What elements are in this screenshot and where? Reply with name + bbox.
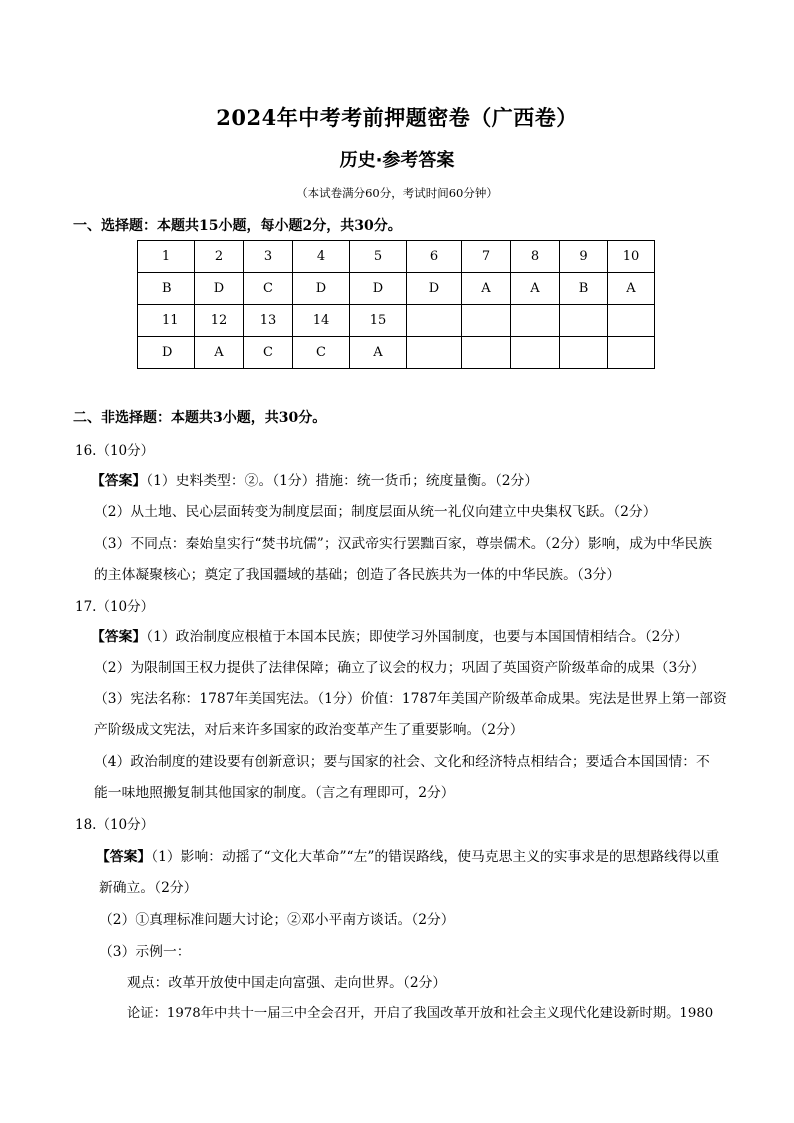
q16-answer-3a: （3）不同点：秦始皇实行“焚书坑儒”；汉武帝实行罢黜百家，尊崇儒术。（2分）影响，成为中华民族 (94, 536, 713, 552)
table-cell: D (195, 273, 244, 305)
table-cell: 5 (350, 241, 407, 273)
q18-viewpoint: 观点：改革开放使中国走向富强、走向世界。（2分） (127, 975, 447, 991)
table-cell: 7 (462, 241, 511, 273)
table-cell (462, 305, 511, 337)
q17-answer-4a: （4）政治制度的建设要有创新意识；要与国家的社会、文化和经济特点相结合；要适合本国国情：不 (94, 754, 710, 770)
question-18-number: 18.（10分） (75, 817, 155, 833)
answer-text: （1）影响：动摇了“文化大革命”“左”的错误路线，使马克思主义的实事求是的思想路线得以重 (151, 849, 720, 865)
answer-text: （1）史料类型：②。（1分）措施：统一货币；统度量衡。（2分） (146, 473, 539, 489)
table-cell: C (244, 337, 293, 369)
page-title: 2024年中考考前押题密卷（广西卷） (216, 105, 578, 130)
table-row (138, 305, 655, 337)
q17-answer-1 (91, 625, 688, 645)
table-cell: C (244, 273, 293, 305)
question-17-number: 17.（10分） (75, 599, 155, 615)
table-cell: D (350, 273, 407, 305)
q18-answer-3: （3）示例一： (99, 944, 191, 960)
table-row (138, 273, 655, 305)
q16-answer-1 (91, 469, 538, 489)
table-row (138, 337, 655, 369)
table-cell (560, 305, 608, 337)
section2-heading: 二、非选择题：本题共3小题，共30分。 (73, 410, 327, 426)
table-cell: 10 (608, 241, 655, 273)
table-cell (511, 305, 560, 337)
table-cell (511, 337, 560, 369)
table-cell: B (560, 273, 608, 305)
table-cell: A (608, 273, 655, 305)
answer-tag: 【答案】 (91, 629, 147, 645)
question-16-number: 16.（10分） (75, 443, 155, 459)
q18-answer-1a (96, 845, 719, 865)
answer-tag: 【答案】 (91, 473, 147, 489)
table-cell: 6 (407, 241, 462, 273)
answer-tag: 【答案】 (96, 849, 152, 865)
table-cell: A (195, 337, 244, 369)
table-cell: D (407, 273, 462, 305)
page-subtitle: 历史·参考答案 (339, 150, 455, 171)
table-cell: 2 (195, 241, 244, 273)
table-cell: 11 (138, 305, 195, 337)
table-cell: B (138, 273, 195, 305)
table-cell (608, 305, 655, 337)
table-cell: 12 (195, 305, 244, 337)
q18-answer-2: （2）①真理标准问题大讨论；②邓小平南方谈话。（2分） (99, 912, 455, 928)
table-cell (407, 337, 462, 369)
section1-heading: 一、选择题：本题共15小题，每小题2分，共30分。 (73, 218, 402, 234)
q18-answer-1b: 新确立。（2分） (99, 880, 198, 896)
exam-note: （本试卷满分60分，考试时间60分钟） (296, 186, 498, 200)
table-cell: 14 (293, 305, 350, 337)
q18-argument: 论证：1978年中共十一届三中全会召开，开启了我国改革开放和社会主义现代化建设新时期。1980 (127, 1006, 714, 1021)
table-cell: A (350, 337, 407, 369)
table-cell (608, 337, 655, 369)
answer-table (137, 240, 655, 369)
table-cell: A (511, 273, 560, 305)
q16-answer-2: （2）从土地、民心层面转变为制度层面；制度层面从统一礼仪向建立中央集权飞跃。（2分） (94, 504, 657, 520)
table-cell: 1 (138, 241, 195, 273)
answer-text: （1）政治制度应根植于本国本民族；即使学习外国制度，也要与本国国情相结合。（2分） (146, 629, 689, 645)
table-cell: D (293, 273, 350, 305)
q17-answer-2: （2）为限制国王权力提供了法律保障；确立了议会的权力；巩固了英国资产阶级革命的成果（3分） (94, 660, 705, 676)
table-cell: C (293, 337, 350, 369)
table-cell: 9 (560, 241, 608, 273)
table-cell: 13 (244, 305, 293, 337)
table-cell: D (138, 337, 195, 369)
q16-answer-3b: 的主体凝聚核心；奠定了我国疆域的基础；创造了各民族共为一体的中华民族。（3分） (94, 567, 621, 583)
q17-answer-4b: 能一味地照搬复制其他国家的制度。（言之有理即可，2分） (94, 785, 455, 801)
table-row (138, 241, 655, 273)
q17-answer-3a: （3）宪法名称：1787年美国宪法。（1分）价值：1787年美国产阶级革命成果。宪法是世界上第一部资 (94, 691, 727, 707)
table-cell (462, 337, 511, 369)
table-cell: 4 (293, 241, 350, 273)
table-cell: 8 (511, 241, 560, 273)
table-cell (560, 337, 608, 369)
table-cell: 15 (350, 305, 407, 337)
table-cell (407, 305, 462, 337)
table-cell: A (462, 273, 511, 305)
table-cell: 3 (244, 241, 293, 273)
q17-answer-3b: 产阶级成文宪法，对后来许多国家的政治变革产生了重要影响。（2分） (94, 722, 524, 738)
